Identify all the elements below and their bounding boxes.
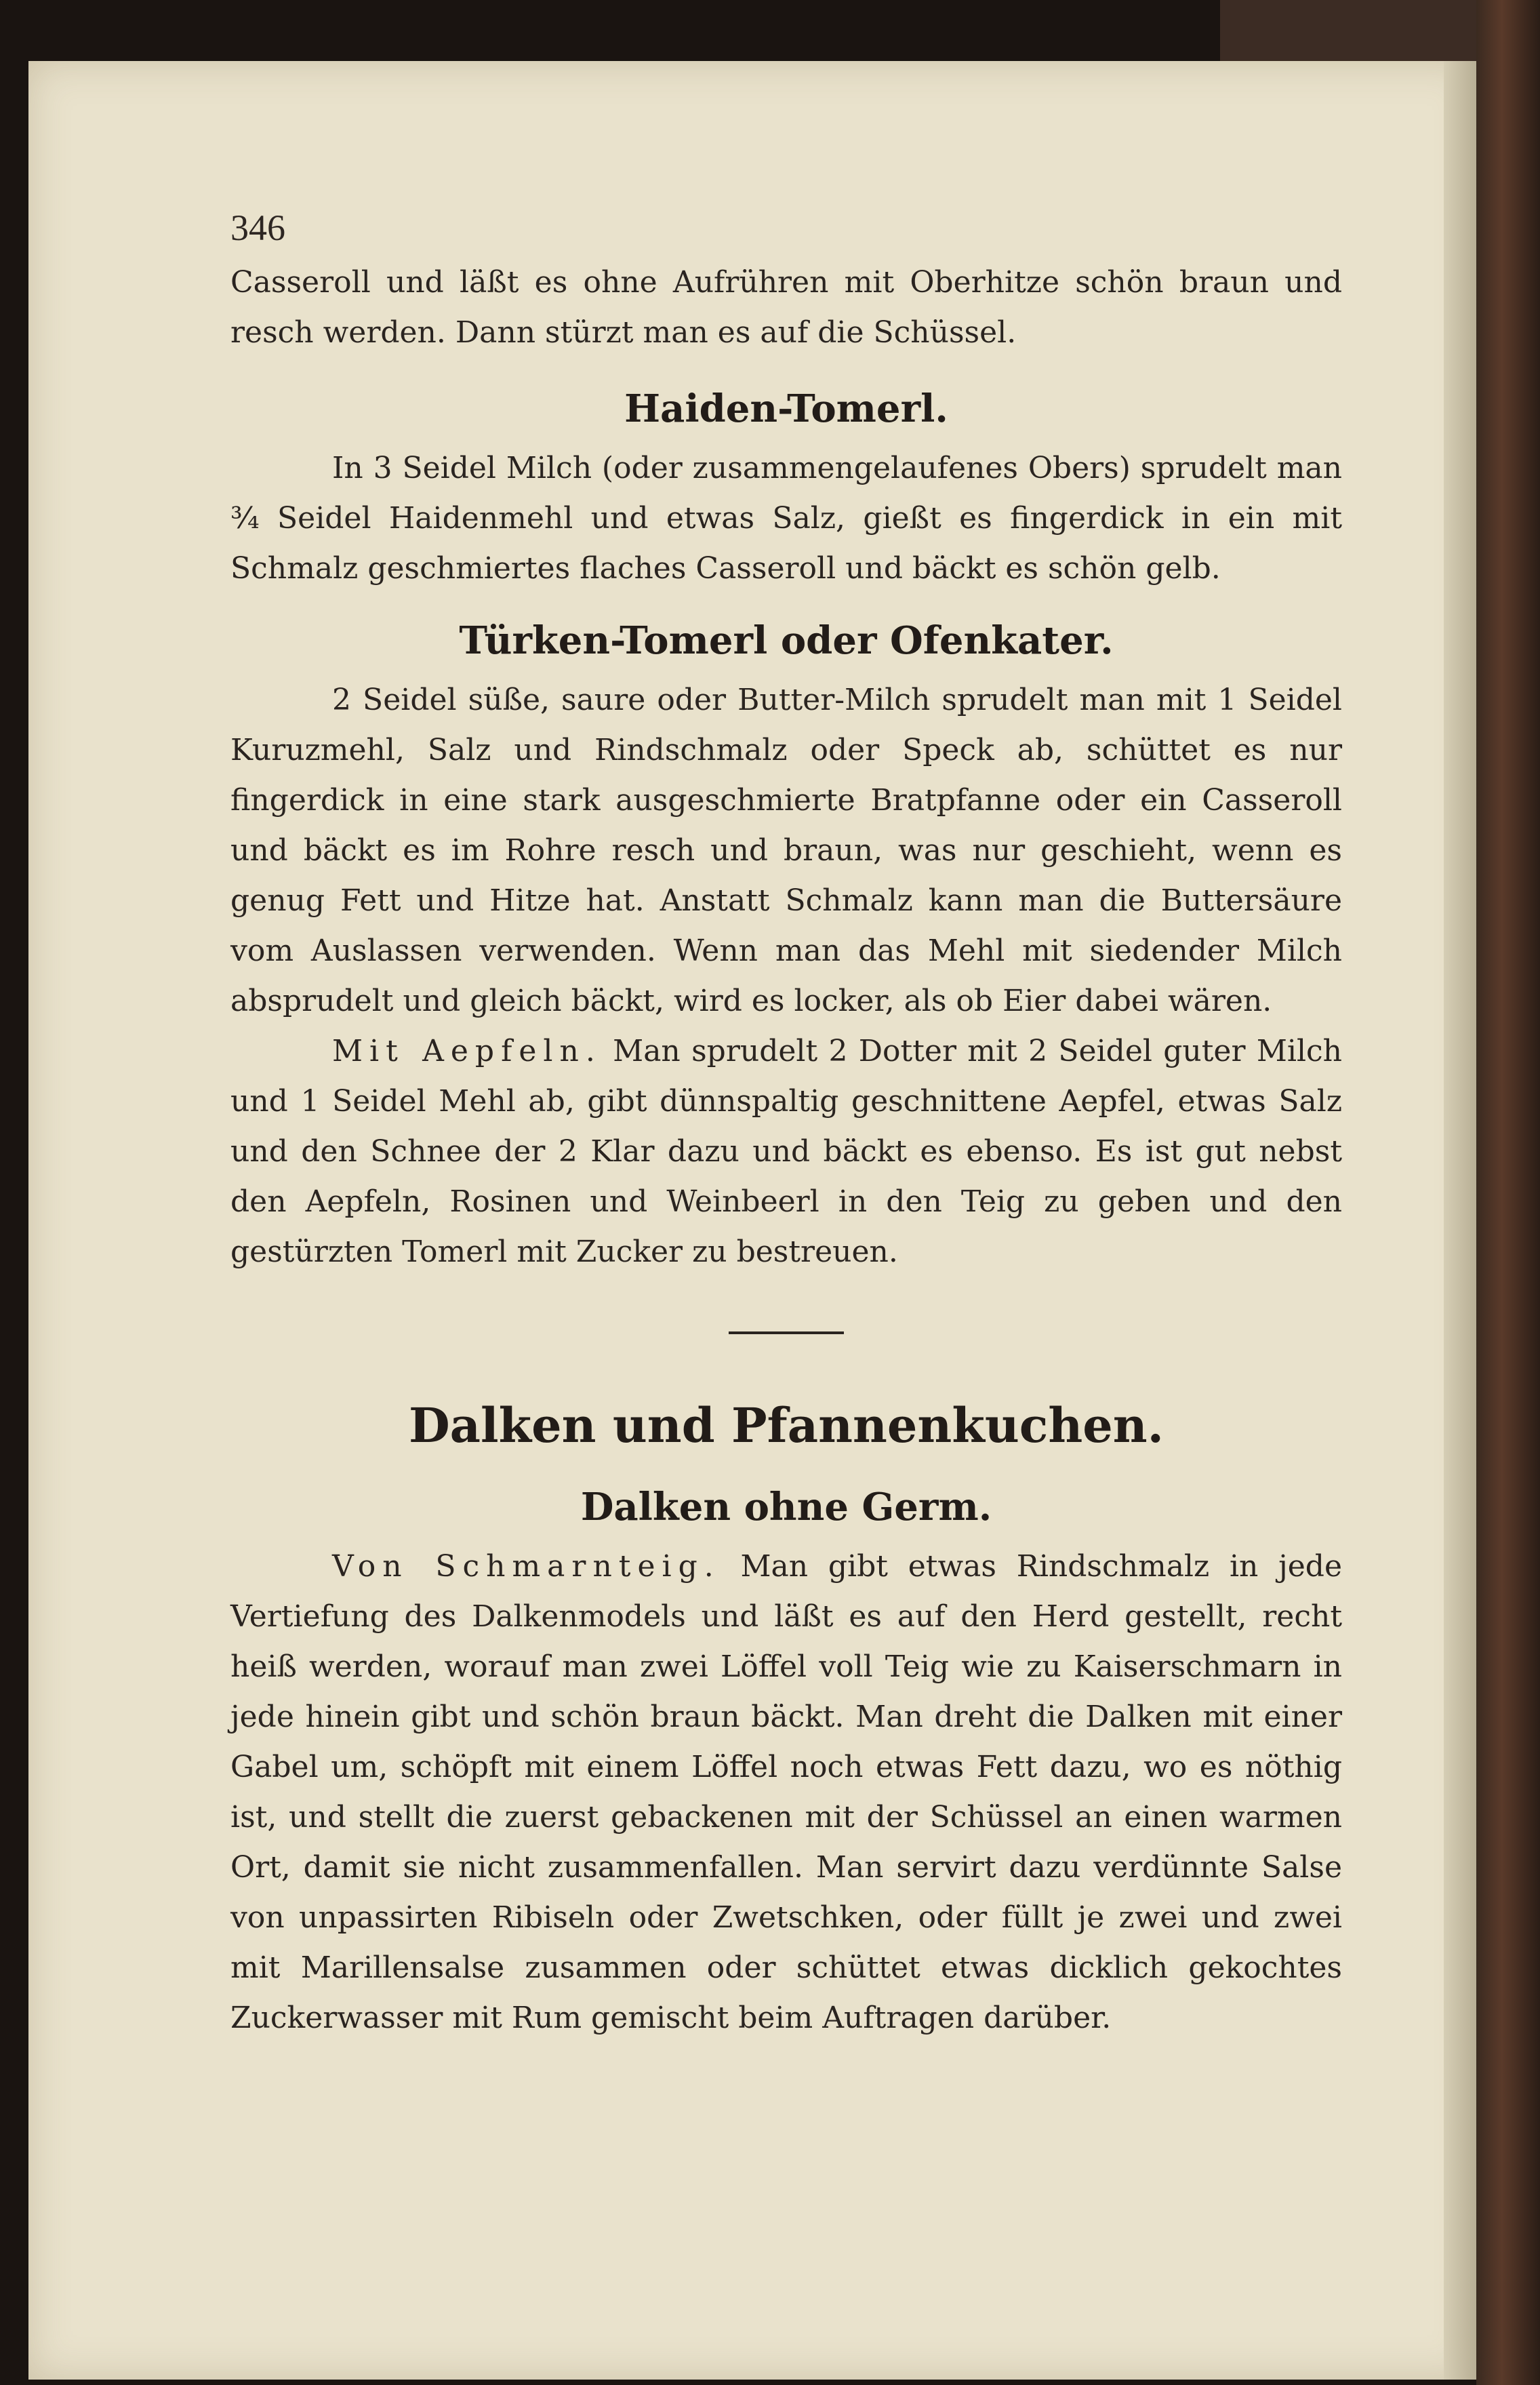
lead-von-schmarnteig: Von Schmarnteig. (332, 1549, 721, 1584)
paragraph-haiden-tomerl: In 3 Seidel Milch (oder zusammengelaufenes Obers) sprudelt man ¾ Seidel Haidenmehl und etwas Salz, gießt es fingerdick in ein mit Schmalz geschmiertes flaches Casseroll und bäckt es schön gelb. (230, 451, 1342, 586)
paragraph-mit-aepfeln (230, 1026, 1342, 1277)
page-number: 346 (230, 207, 285, 248)
book-spine-edge (1476, 0, 1540, 2385)
paragraph-continuation: Casseroll und läßt es ohne Aufrühren mit Oberhitze schön braun und resch werden. Dann stürzt man es auf die Schüssel. (230, 265, 1342, 350)
text-von-schmarnteig: Man gibt etwas Rindschmalz in jede Vertiefung des Dalkenmodels und läßt es auf den Herd gestellt, recht heiß werden, worauf man zwei Löffel voll Teig wie zu Kaiserschmarn in jede hinein gibt und schön braun bäckt. Man dreht die Dalken mit einer Gabel um, schöpft mit einem Löffel noch etwas Fett dazu, wo es nöthig ist, und stellt die zuerst gebackenen mit der Schüssel an einen warmen Ort, damit sie nicht zusammenfallen. Man servirt dazu verdünnte Salse von unpassirten Ribiseln oder Zwetschken, oder füllt je zwei und zwei mit Marillensalse zusammen oder schüttet etwas dicklich gekochtes Zuckerwasser mit Rum gemischt beim Auftragen darüber. (230, 1549, 1343, 2035)
heading-haiden-tomerl: Haiden-Tomerl. (624, 386, 948, 431)
paragraph-von-schmarnteig (230, 1542, 1342, 2043)
heading-tuerken-tomerl: Türken-Tomerl oder Ofenkater. (459, 618, 1114, 663)
paragraph-tuerken-tomerl: 2 Seidel süße, saure oder Butter-Milch sprudelt man mit 1 Seidel Kuruzmehl, Salz und Rindschmalz oder Speck ab, schüttet es nur fingerdick in eine stark ausgeschmierte Bratpfanne oder ein Casseroll und bäckt es im Rohre resch und braun, was nur geschieht, wenn es genug Fett und Hitze hat. Anstatt Schmalz kann man die Buttersäure vom Auslassen verwenden. Wenn man das Mehl mit siedender Milch absprudelt und gleich bäckt, wird es locker, als ob Eier dabei wären. (230, 683, 1342, 1018)
lead-mit-aepfeln: Mit Aepfeln. (332, 1034, 602, 1068)
section-title-dalken: Dalken und Pfannenkuchen. (408, 1397, 1164, 1454)
page-gutter (1444, 61, 1476, 2380)
text-mit-aepfeln: Man sprudelt 2 Dotter mit 2 Seidel guter Milch und 1 Seidel Mehl ab, gibt dünnspaltig geschnittene Aepfel, etwas Salz und den Schnee der 2 Klar dazu und bäckt es ebenso. Es ist gut nebst den Aepfeln, Rosinen und Weinbeerl in den Teig zu geben und den gestürzten Tomerl mit Zucker zu bestreuen. (230, 1034, 1342, 1269)
heading-dalken-ohne-germ: Dalken ohne Germ. (580, 1485, 992, 1529)
page-content (230, 203, 1342, 2043)
